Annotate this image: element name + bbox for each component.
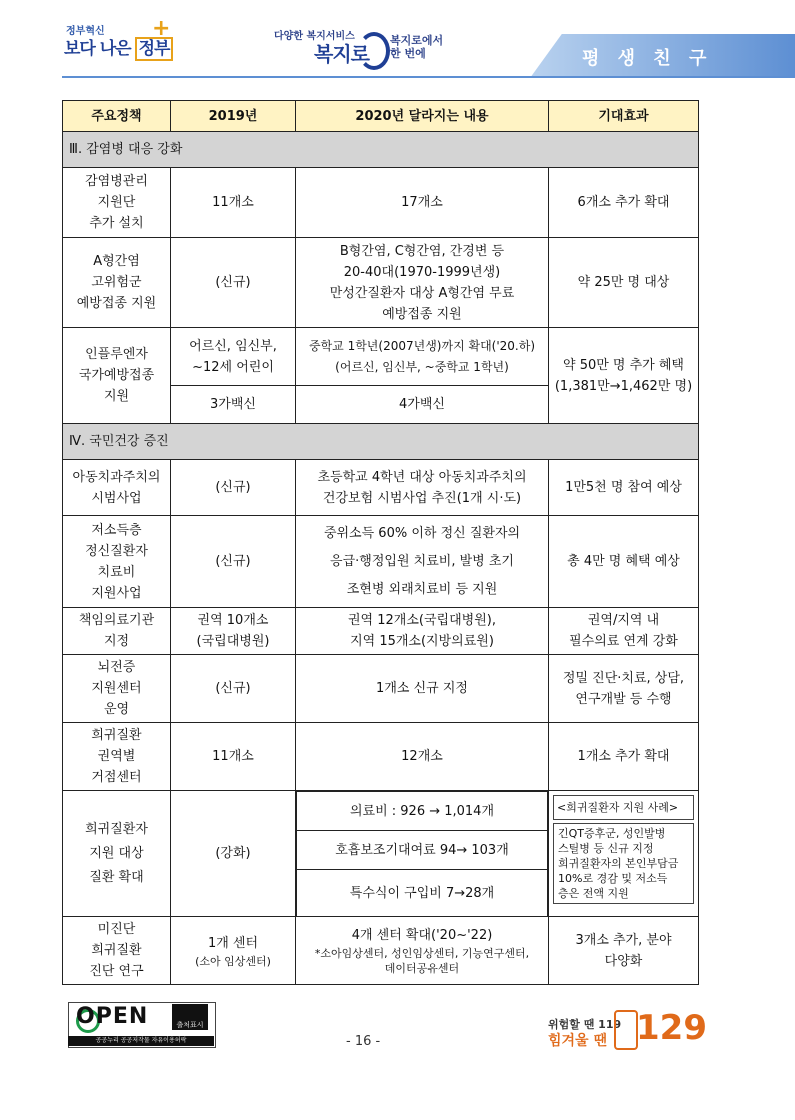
sub-row (297, 831, 548, 870)
hotline-number: 129 (636, 1008, 707, 1048)
policy-line: 정신질환자 (85, 543, 148, 559)
cell-2019: (신규) (171, 655, 296, 723)
cell-effect: 6개소 추가 확대 (549, 168, 699, 238)
policy-cell (63, 655, 171, 723)
cell-effect: 약 25만 명 대상 (549, 238, 699, 328)
hotline-119-text: 위험할 땐 119 (548, 1018, 622, 1031)
policy-cell (63, 791, 171, 917)
policy-line: 권역별 (97, 749, 136, 764)
policy-line: 희귀질환 (91, 728, 142, 743)
policy-line: 지정 (103, 634, 130, 649)
cell-2019: (강화) (171, 791, 296, 917)
policy-line: 질환 확대 (89, 869, 144, 885)
open-license-caption: 공공누리 공공저작물 자유이용허락 (68, 1036, 214, 1046)
table-row (63, 608, 699, 655)
cell-2020 (296, 917, 549, 985)
sub-cell: 호흡보조기대여료 94→ 103개 (297, 831, 548, 870)
bokjiro-tagline: 다양한 복지서비스 (274, 31, 355, 42)
cell-2019 (171, 328, 296, 386)
bokjiro-swoosh-icon (358, 32, 390, 70)
cell-2020 (296, 328, 549, 386)
policy-line: A형간염 (93, 254, 140, 269)
cell-2019: (신규) (171, 238, 296, 328)
cell-2020 (296, 238, 549, 328)
header-rule (62, 76, 795, 78)
cell-2019: 3가백신 (171, 386, 296, 424)
section-row (63, 132, 699, 168)
cell-effect: 1개소 추가 확대 (549, 723, 699, 791)
cell-effect (549, 608, 699, 655)
case-line: 긴QT증후군, 성인발병 (558, 827, 666, 840)
gov-logo-accent: 정부 (135, 37, 174, 61)
col-header-2020: 2020년 달라지는 내용 (296, 101, 549, 132)
cell-2020: 12개소 (296, 723, 549, 791)
table-row (63, 460, 699, 516)
policy-cell (63, 723, 171, 791)
content-line: 예방접종 지원 (382, 306, 462, 322)
cell-2019 (171, 608, 296, 655)
sub-cell: 특수식이 구입비 7→28개 (297, 870, 548, 917)
table-row (63, 791, 699, 917)
case-line: 스틸병 등 신규 지정 (558, 842, 654, 855)
table-row (63, 238, 699, 328)
cell-effect: 총 4만 명 혜택 예상 (549, 516, 699, 608)
policy-line: 치료비 (97, 564, 136, 580)
policy-line: 책임의료기관 (78, 613, 155, 628)
policy-line: 운영 (103, 702, 130, 717)
content-line: 정밀 진단·치료, 상담, (562, 670, 685, 686)
case-line: 층은 전액 지원 (558, 887, 629, 900)
policy-line: 지원단 (97, 195, 136, 210)
content-line: 중위소득 60% 이하 정신 질환자의 (323, 525, 521, 541)
policy-line: 시범사업 (91, 490, 142, 506)
cell-2020: 17개소 (296, 168, 549, 238)
bokjiro-slogan-line2: 한 번에 (390, 47, 426, 60)
policy-line: 국가예방접종 (78, 368, 155, 383)
page-number: - 16 - (346, 1034, 381, 1049)
gov-innovation-label: 정부혁신 (66, 26, 105, 37)
policy-line: 진단 연구 (89, 964, 144, 979)
cell-2020: 1개소 신규 지정 (296, 655, 549, 723)
policy-line: 희귀질환자 (85, 821, 148, 837)
gov-logo-main: 보다 나은 (64, 39, 131, 59)
content-line: 권역 12개소(국립대병원), (348, 613, 496, 628)
policy-line: 추가 설치 (89, 216, 144, 231)
cell-2020: 4가백신 (296, 386, 549, 424)
content-line: 3개소 추가, 분야 (575, 932, 672, 948)
policy-line: 미진단 (97, 922, 136, 937)
content-line: 건강보험 시범사업 추진(1개 시·도) (322, 490, 522, 506)
policy-cell (63, 608, 171, 655)
policy-line: 인플루엔자 (85, 347, 148, 362)
policy-cell (63, 917, 171, 985)
sub-cell: 의료비 : 926 → 1,014개 (297, 792, 548, 831)
content-line: 어르신, 임신부, (189, 338, 277, 354)
plus-icon: + (152, 16, 171, 41)
table-row (63, 723, 699, 791)
content-line: 약 50만 명 추가 혜택 (563, 357, 684, 373)
case-box (553, 823, 694, 904)
section-row (63, 424, 699, 460)
cell-effect (549, 791, 699, 917)
content-line: (어르신, 임신부, ~중학교 1학년) (335, 359, 509, 374)
content-line: 만성간질환자 대상 A형간염 무료 (329, 285, 515, 301)
cell-2019: 11개소 (171, 168, 296, 238)
policy-line: 예방접종 지원 (76, 296, 157, 311)
policy-line: 저소득층 (91, 522, 142, 538)
table-row (63, 328, 699, 386)
banner-title: 평 생 친 구 (582, 48, 713, 69)
table-header-row (63, 101, 699, 132)
content-line: ~12세 어린이 (192, 359, 274, 375)
content-subline: 데이터공유센터 (384, 962, 460, 975)
policy-line: 지원센터 (91, 681, 142, 696)
content-line: 1개 센터 (207, 935, 259, 951)
policy-line: 거점센터 (91, 770, 142, 785)
case-line: 10%로 경감 및 저소득 (558, 872, 668, 885)
policy-cell (63, 516, 171, 608)
content-line: 20-40대(1970-1999년생) (343, 264, 501, 280)
policy-line: 고위험군 (91, 275, 142, 290)
open-license-text: OPEN (76, 1004, 149, 1029)
policy-table (62, 100, 699, 985)
policy-line: 지원 (103, 389, 130, 404)
case-line: 희귀질환자의 본인부담금 (558, 857, 679, 870)
policy-line: 감염병관리 (85, 174, 148, 189)
content-line: 권역/지역 내 (587, 613, 660, 628)
content-line: 초등학교 4학년 대상 아동치과주치의 (317, 469, 527, 485)
cell-2019: 11개소 (171, 723, 296, 791)
policy-line: 희귀질환 (91, 943, 142, 958)
table-row (63, 516, 699, 608)
policy-line: 지원 대상 (89, 845, 144, 861)
content-line: 응급·행정입원 치료비, 발병 초기 (330, 553, 514, 569)
content-line: 다양화 (604, 953, 643, 969)
attribution-icon (172, 1004, 208, 1030)
policy-cell (63, 168, 171, 238)
content-line: (1,381만→1,462만 명) (554, 378, 693, 394)
table-row (63, 917, 699, 985)
policy-line: 뇌전증 (97, 660, 136, 675)
content-line: 4개 센터 확대('20~'22) (351, 928, 493, 943)
cell-2020 (296, 608, 549, 655)
cell-effect (549, 328, 699, 424)
cell-2019 (171, 917, 296, 985)
cell-effect (549, 917, 699, 985)
content-line: 지역 15개소(지방의료원) (350, 634, 494, 649)
cell-2020 (296, 516, 549, 608)
bokjiro-slogan-line1: 복지로에서 (390, 34, 444, 47)
cell-effect (549, 655, 699, 723)
cell-2020 (296, 791, 549, 917)
content-line: 조현병 외래치료비 등 지원 (346, 581, 498, 597)
content-line: B형간염, C형간염, 간경변 등 (339, 243, 505, 259)
content-subline: *소아임상센터, 성인임상센터, 기능연구센터, (314, 947, 530, 960)
section-title: Ⅲ. 감염병 대응 강화 (63, 132, 699, 168)
content-subline: (소아 임상센터) (195, 954, 271, 968)
content-line: 연구개발 등 수행 (575, 691, 672, 707)
cell-2020 (296, 460, 549, 516)
policy-cell (63, 460, 171, 516)
content-line: 중학교 1학년(2007년생)까지 확대('20.하) (308, 338, 536, 353)
content-line: 권역 10개소 (197, 613, 269, 628)
sub-row (297, 792, 548, 831)
content-line: 필수의료 연계 강화 (569, 634, 678, 649)
cell-2019: (신규) (171, 460, 296, 516)
section-title: Ⅳ. 국민건강 증진 (63, 424, 699, 460)
hotline-129-text: 힘겨울 땐 (548, 1033, 607, 1049)
col-header-policy: 주요정책 (63, 101, 171, 132)
policy-cell (63, 328, 171, 424)
case-box-title: <희귀질환자 지원 사례> (553, 795, 694, 820)
col-header-effect: 기대효과 (549, 101, 699, 132)
table-row (63, 655, 699, 723)
cell-2019: (신규) (171, 516, 296, 608)
cell-effect: 1만5천 명 참여 예상 (549, 460, 699, 516)
content-line: (국립대병원) (196, 634, 270, 649)
col-header-2019: 2019년 (171, 101, 296, 132)
table-row (63, 168, 699, 238)
policy-cell (63, 238, 171, 328)
bokjiro-logo: 복지로 (314, 42, 369, 66)
policy-line: 지원사업 (91, 585, 142, 601)
bokjiro-slogan (390, 34, 443, 60)
sub-table (296, 791, 548, 916)
sub-row (297, 870, 548, 917)
policy-line: 아동치과주치의 (72, 469, 161, 485)
phone-icon (614, 1010, 638, 1050)
attribution-label: 출처표시 (176, 1021, 204, 1029)
